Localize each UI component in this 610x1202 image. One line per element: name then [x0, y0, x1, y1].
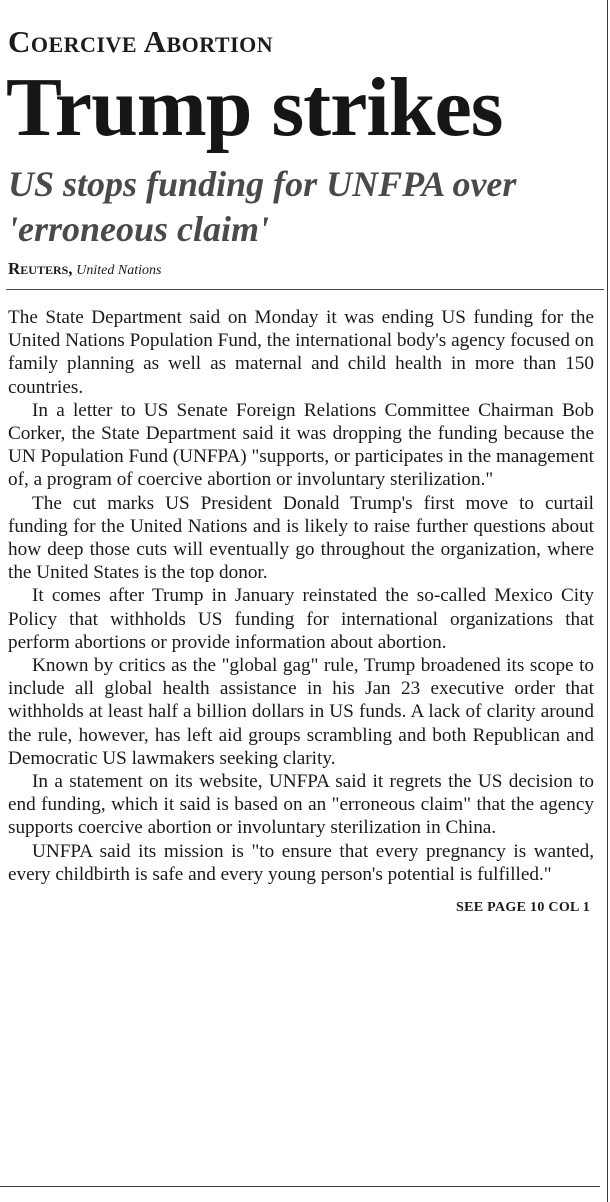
byline: [6, 260, 596, 280]
byline-dateline: United Nations: [76, 263, 162, 278]
article-kicker: Coercive Abortion: [8, 24, 274, 59]
body-paragraph: The State Department said on Monday it was ending US funding for the United Nations Population Fund, the international body's agency focused on family planning as well as maternal and child health in more than 150 countries.: [8, 307, 594, 398]
body-paragraph: The cut marks US President Donald Trump's first move to curtail funding for the United Nations and is likely to raise further questions about how deep those cuts will eventually go throughout the organization, where the United States is the top donor.: [8, 492, 594, 584]
article-headline: Trump strikes: [6, 61, 503, 154]
body-paragraph: In a letter to US Senate Foreign Relations Committee Chairman Bob Corker, the State Department said it was dropping the funding because the UN Population Fund (UNFPA) "supports, or participates in the management of, a program of coercive abortion or involuntary sterilization.": [8, 399, 594, 491]
bottom-rule: [0, 1186, 600, 1187]
body-paragraph: Known by critics as the "global gag" rule, Trump broadened its scope to include all global health assistance in his Jan 23 executive order that withholds at least half a billion dollars in US funds. A lack of clarity around the rule, however, has left aid groups scrambling and both Republican and Democratic US lawmakers seeking clarity.: [8, 655, 594, 769]
column-rule-right: [607, 0, 608, 1202]
byline-divider: [6, 289, 604, 290]
body-paragraph: In a statement on its website, UNFPA said it regrets the US decision to end funding, which it said is based on an "erroneous claim" that the agency supports coercive abortion or involuntary sterilization in China.: [8, 771, 594, 839]
byline-agency: Reuters,: [8, 259, 73, 278]
body-paragraph: It comes after Trump in January reinstated the so-called Mexico City Policy that withholds US funding for international organizations that perform abortions or provide information about abortion.: [8, 585, 594, 653]
body-paragraph: UNFPA said its mission is "to ensure that every pregnancy is wanted, every childbirth is safe and every young person's potential is fulfilled.": [8, 840, 594, 885]
jump-line: SEE PAGE 10 COL 1: [456, 900, 590, 916]
article-body: [6, 306, 596, 916]
news-article: [6, 20, 596, 916]
article-deck: US stops funding for UNFPA over 'erroneous claim': [8, 164, 517, 249]
